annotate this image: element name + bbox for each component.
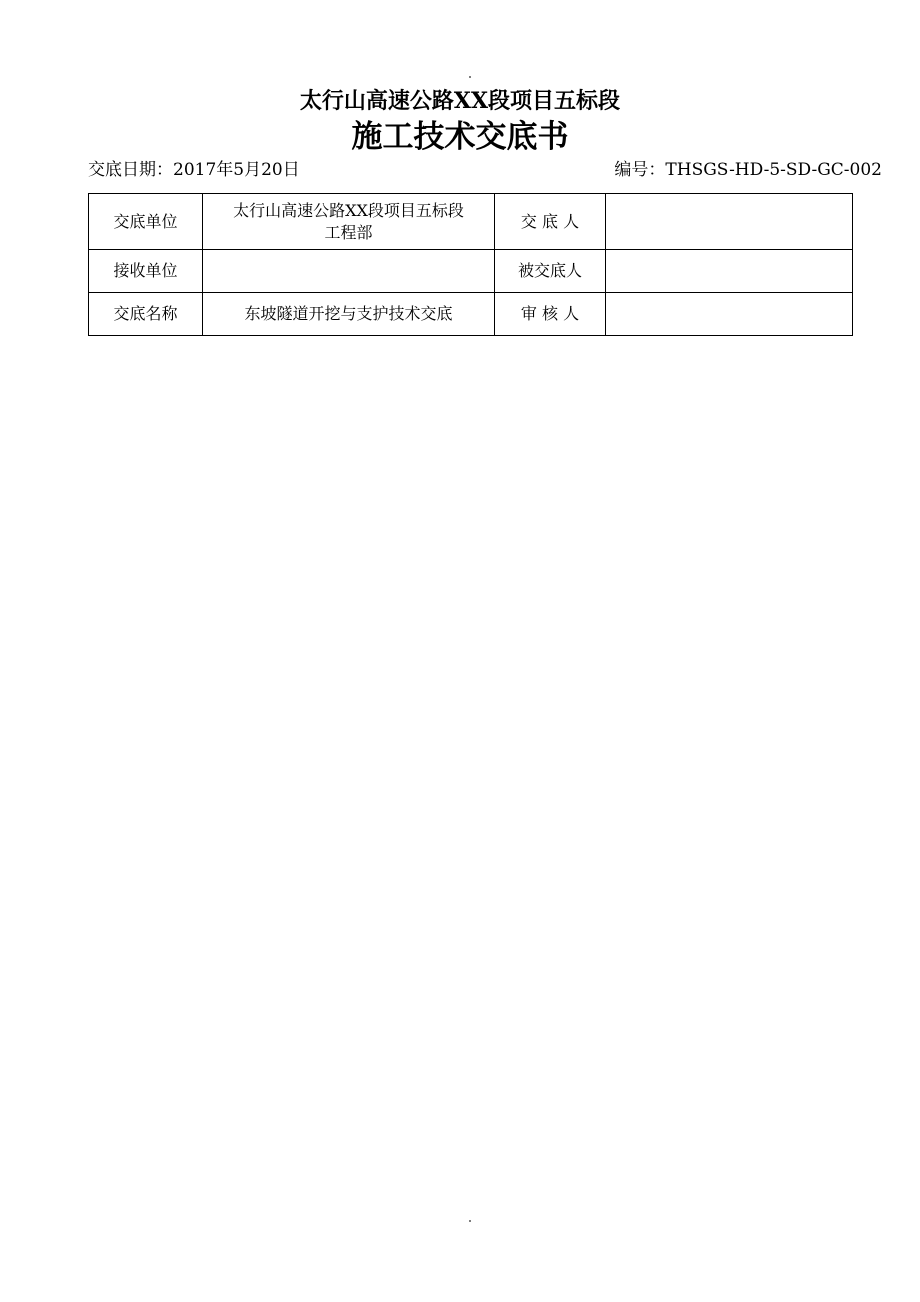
cell-label-recipient: 被交底人 bbox=[495, 250, 606, 293]
cell-label-briefing-name: 交底名称 bbox=[89, 293, 203, 336]
page-marker-dot-top bbox=[469, 76, 471, 78]
info-table bbox=[88, 193, 853, 336]
page-marker-dot-bottom bbox=[469, 1220, 471, 1222]
cell-value-receiving-unit bbox=[203, 250, 495, 293]
document-title: 施工技术交底书 bbox=[351, 119, 569, 155]
code-value: THSGS-HD-5-SD-GC-002 bbox=[665, 160, 882, 180]
project-title: 太行山高速公路XX段项目五标段 bbox=[299, 88, 621, 114]
issuing-unit-line2: 工程部 bbox=[324, 222, 373, 242]
cell-label-reviewer: 审 核 人 bbox=[495, 293, 606, 336]
code-label: 编号： bbox=[614, 160, 666, 180]
date-label: 交底日期： bbox=[88, 160, 173, 180]
issuing-unit-line1: 太行山高速公路XX段项目五标段 bbox=[233, 200, 464, 220]
cell-value-issuing-unit bbox=[203, 194, 495, 250]
date-field bbox=[88, 157, 300, 183]
cell-label-issuing-unit: 交底单位 bbox=[89, 194, 203, 250]
meta-row bbox=[88, 157, 882, 183]
cell-value-briefing-name: 东坡隧道开挖与支护技术交底 bbox=[203, 293, 495, 336]
cell-value-recipient bbox=[606, 250, 853, 293]
cell-value-reviewer bbox=[606, 293, 853, 336]
table-row bbox=[89, 250, 853, 293]
table-row bbox=[89, 194, 853, 250]
code-field bbox=[614, 157, 882, 183]
cell-label-receiving-unit: 接收单位 bbox=[89, 250, 203, 293]
cell-label-issuer: 交 底 人 bbox=[495, 194, 606, 250]
table-row bbox=[89, 293, 853, 336]
date-value: 2017年5月20日 bbox=[173, 160, 300, 180]
cell-value-issuer bbox=[606, 194, 853, 250]
